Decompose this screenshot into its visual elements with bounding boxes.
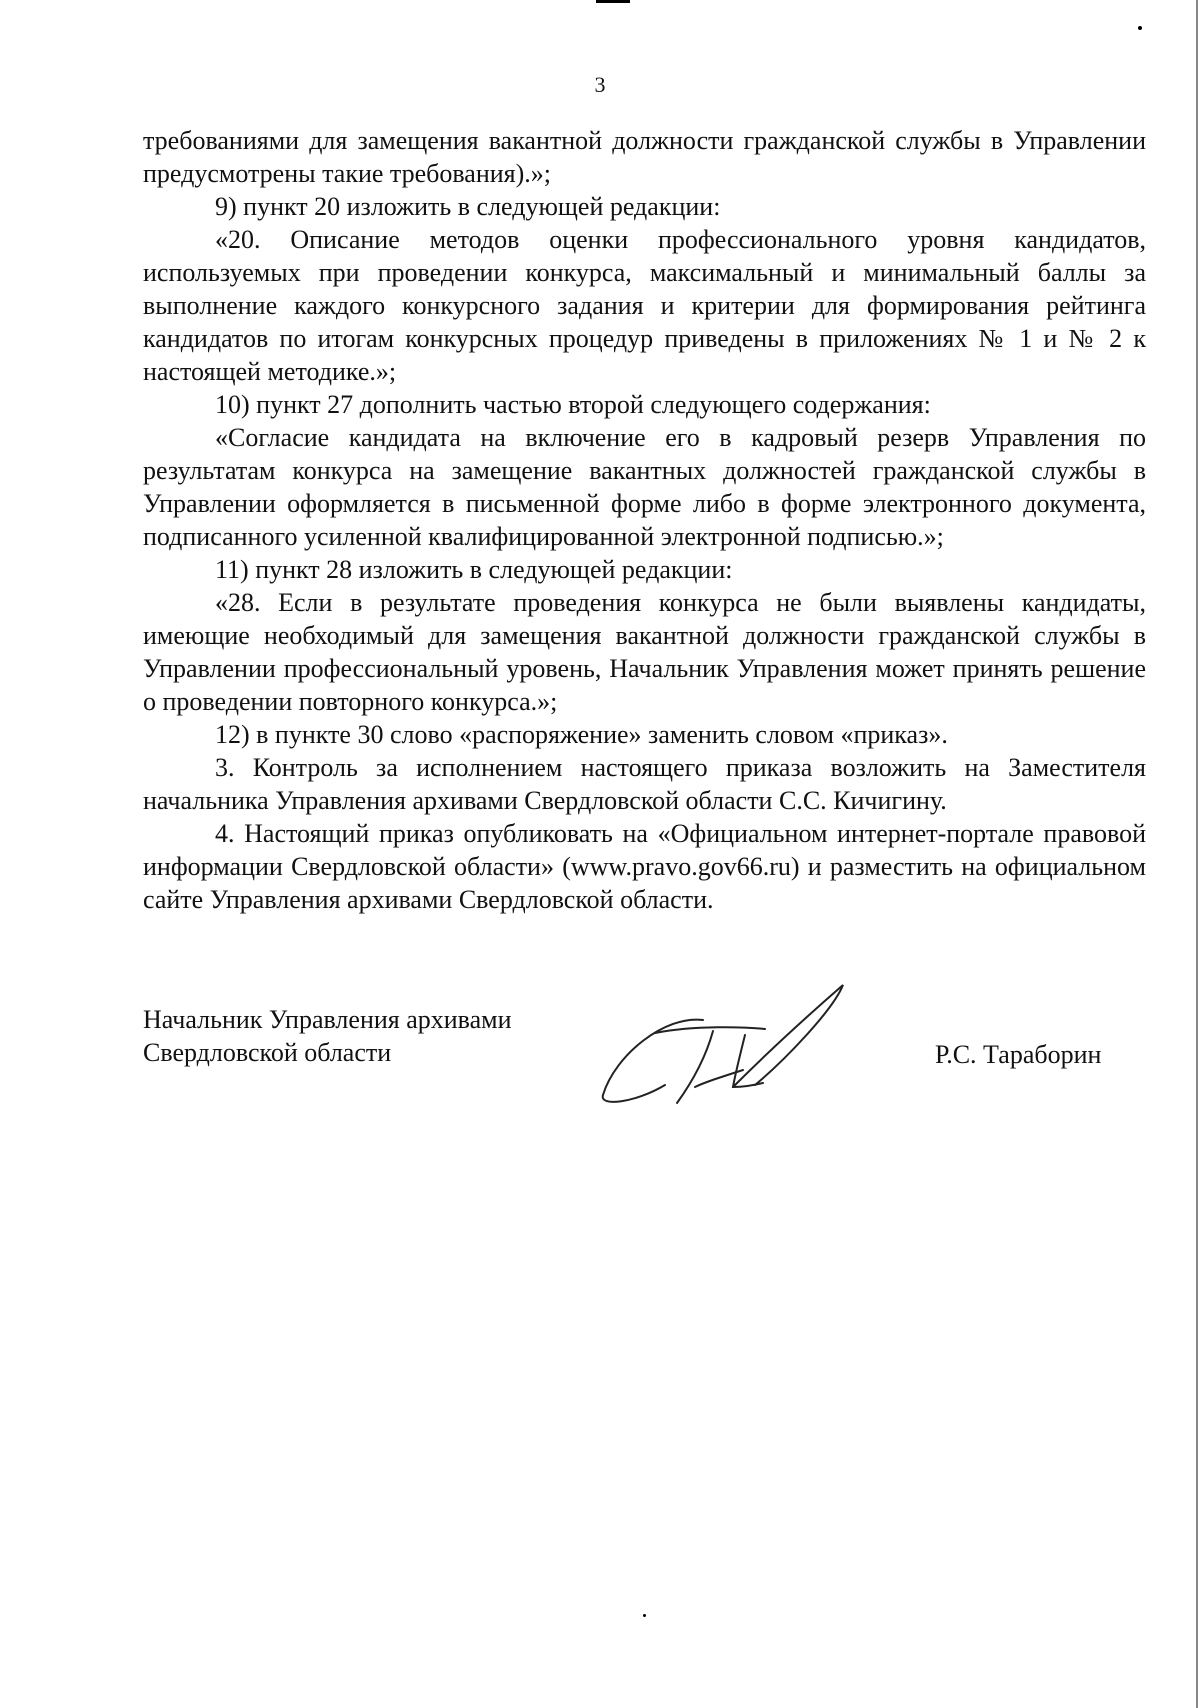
- paragraph: 4. Настоящий приказ опубликовать на «Официальном интернет-портале правовой информации Свердловской области» (www.pravo.gov66.ru) и разместить на официальном сайте Управления архивами Свердловской области.: [143, 819, 1146, 914]
- document-body: [143, 124, 1146, 916]
- scan-artifact: [643, 1614, 646, 1617]
- signatory-position: [143, 1003, 512, 1069]
- scan-artifact: [596, 0, 630, 3]
- paragraph: 12) в пункте 30 слово «распоряжение» заменить словом «приказ».: [215, 720, 948, 749]
- signatory-name: Р.С. Тараборин: [935, 1040, 1102, 1069]
- paragraph: «Согласие кандидата на включение его в кадровый резерв Управления по результатам конкурса на замещение вакантных должностей гражданской службы в Управлении оформляется в письменной форме либо в форме электронного документа, подписанного усиленной квалифицированной электронной подписью.»;: [143, 423, 1146, 551]
- paragraph: требованиями для замещения вакантной должности гражданской службы в Управлении предусмотрены такие требования).»;: [143, 126, 1146, 188]
- paragraph: «20. Описание методов оценки профессионального уровня кандидатов, используемых при проведении конкурса, максимальный и минимальный баллы за выполнение каждого конкурсного задания и критерии для формирования рейтинга кандидатов по итогам конкурсных процедур приведены в приложениях № 1 и № 2 к настоящей методике.»;: [143, 225, 1146, 386]
- position-line: Начальник Управления архивами: [143, 1005, 512, 1034]
- paragraph: 9) пункт 20 изложить в следующей редакции:: [215, 192, 721, 221]
- scan-artifact: [1138, 26, 1142, 30]
- paragraph: 10) пункт 27 дополнить частью второй следующего содержания:: [215, 390, 931, 419]
- position-line: Свердловской области: [143, 1038, 392, 1067]
- paragraph: 11) пункт 28 изложить в следующей редакции:: [215, 555, 733, 584]
- handwritten-signature: [595, 975, 865, 1110]
- paragraph: «28. Если в результате проведения конкурса не были выявлены кандидаты, имеющие необходимый для замещения вакантной должности гражданской службы в Управлении профессиональный уровень, Начальник Управления может принять решение о проведении повторного конкурса.»;: [143, 588, 1146, 716]
- scan-edge: [1196, 0, 1198, 1708]
- page-number: 3: [594, 72, 606, 97]
- paragraph: 3. Контроль за исполнением настоящего приказа возложить на Заместителя начальника Управления архивами Свердловской области С.С. Кичигину.: [143, 753, 1146, 815]
